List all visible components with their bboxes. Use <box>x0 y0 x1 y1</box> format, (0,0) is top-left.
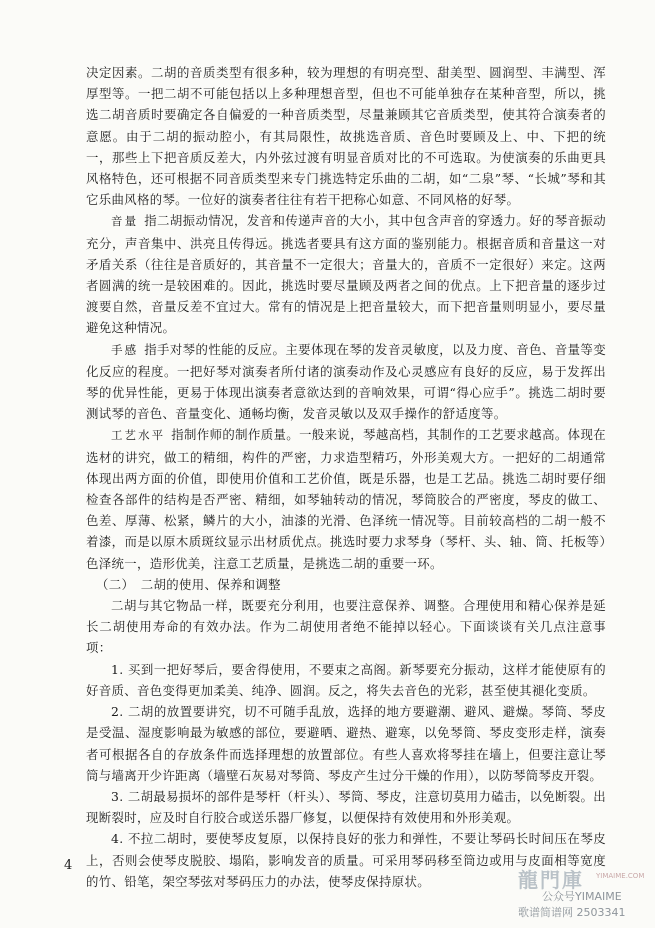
watermark-wechat: 公众号YIMAIME <box>542 890 622 903</box>
paragraph-maintenance-intro: 二胡与其它物品一样，既要充分利用，也要注意保养、调整。合理使用和精心保养是延长二胡使用寿命的有效办法。作为二胡使用者绝不能掉以轻心。下面谈谈有关几点注意事项： <box>86 598 606 656</box>
term-volume: 音量 <box>111 214 139 229</box>
paragraph-item-1: 1. 买到一把好琴后，要舍得使用，不要束之高阁。新琴要充分振动，这样才能使原有的好音质、音色变得更加柔美、纯净、圆润。反之，将失去音色的光彩，甚至使其褪化变质。 <box>86 661 606 698</box>
page-number: 4 <box>64 858 73 873</box>
watermark-bottom: 歌谱简谱网 2503341 <box>518 906 626 919</box>
term-craft: 工艺水平 <box>111 428 166 443</box>
term-feel: 手感 <box>111 342 139 357</box>
paragraph-craft <box>86 424 606 573</box>
watermark-sub: YIMAIME.COM <box>596 872 645 880</box>
paragraph-feel <box>86 339 606 425</box>
watermark-logo: 龍門庫 <box>518 868 584 892</box>
paragraph-craft-text: 指制作师的制作质量。一般来说，琴越高档，其制作的工艺要求越高。体现在选材的讲究，做工的精细，构件的严密，力求造型精巧，外形美观大方。一把好的二胡通常体现出两方面的价值，即使用价值和工艺价值，既是乐器，也是工艺品。挑选二胡时要仔细检查各部件的结构是否严密、精细，如琴轴转动的情况，琴筒胶合的严密度，琴皮的做工、色差、厚薄、松紧，鳞片的大小，油漆的光滑、色泽统一情况等。目前较高档的二胡一般不着漆，而是以原木质斑纹显示出材质优点。挑选时要力求琴身（琴杆、头、轴、筒、托板等）色泽统一，造形优美，注意工艺质量，是挑选二胡的重要一环。 <box>86 427 607 571</box>
watermark <box>518 864 650 926</box>
paragraph-volume <box>86 210 606 338</box>
paragraph-item-4: 4. 不拉二胡时，要使琴皮复原，以保持良好的张力和弹性，不要让琴码长时间压在琴皮上，否则会使琴皮脱胶、塌陷，影响发音的质量。可采用琴码移至筒边或用与皮面相等宽度的竹、铅笔，架空琴弦对琴码压力的办法，使琴皮保持原状。 <box>86 831 606 889</box>
paragraph-volume-text: 指二胡振动情况，发音和传递声音的大小，其中包含声音的穿透力。好的琴音振动充分，声音集中、洪亮且传得远。挑选者要具有这方面的鉴别能力。根据音质和音量这一对矛盾关系（往往是音质好的，其音量不一定很大；音量大的，音质不一定很好）来定。这两者圆满的统一是较困难的。因此，挑选时要尽量顾及两者之间的优点。上下把音量的逐步过渡要自然，音量反差不宜过大。常有的情况是上把音量较大，而下把音量则明显小，要尽量避免这种情况。 <box>86 213 606 336</box>
paragraph-tone-types: 决定因素。二胡的音质类型有很多种，较为理想的有明亮型、甜美型、圆润型、丰满型、浑厚型等。一把二胡不可能包括以上多种理想音型，但也不可能单独存在某种音型，所以，挑选二胡音质时要确定各自偏爱的一种音质类型，尽量兼顾其它音质类型，使其符合演奏者的意愿。由于二胡的振动腔小，有其局限性，故挑选音质、音色时要顾及上、中、下把的统一，那些上下把音质反差大，内外弦过渡有明显音质对比的不可选取。为使演奏的乐曲更具风格特色，还可根据不同音质类型来专门挑选特定乐曲的二胡，如“二泉”琴、“长城”琴和其它乐曲风格的琴。一位好的演奏者往往有若干把称心如意、不同风格的好琴。 <box>86 65 606 208</box>
section-heading: （二） 二胡的使用、保养和调整 <box>96 576 281 592</box>
paragraph-feel-text: 指手对琴的性能的反应。主要体现在琴的发音灵敏度，以及力度、音色、音量等变化反应的程度。一把好琴对演奏者所付诸的演奏动作及心灵感应有良好的反应，易于发挥出琴的优异性能，更易于体现出演奏者意欲达到的音响效果，可谓“得心应手”。挑选二胡时要测试琴的音色、音量变化、通畅均衡，发音灵敏以及双手操作的舒适度等。 <box>86 341 606 422</box>
document-body <box>86 62 606 892</box>
paragraph-item-3: 3. 二胡最易损坏的部件是琴杆（杆头）、琴筒、琴皮，注意切莫用力磕击，以免断裂。出现断裂时，应及时自行胶合或送乐器厂修复，以便保持有效使用和外形美观。 <box>86 788 606 826</box>
paragraph-item-2: 2. 二胡的放置要讲究，切不可随手乱放，选择的地方要避潮、避风、避燥。琴筒、琴皮是受温、湿度影响最为敏感的部位，要避晒、避热、避寒，以免琴筒、琴皮变形走样，演奏者可根据各自的存放条件而选择理想的放置部位。有些人喜欢将琴挂在墙上，但要注意让琴筒与墙离开少许距离（墙壁石灰易对琴筒、琴皮产生过分干燥的作用），以防琴筒琴皮开裂。 <box>86 704 606 783</box>
